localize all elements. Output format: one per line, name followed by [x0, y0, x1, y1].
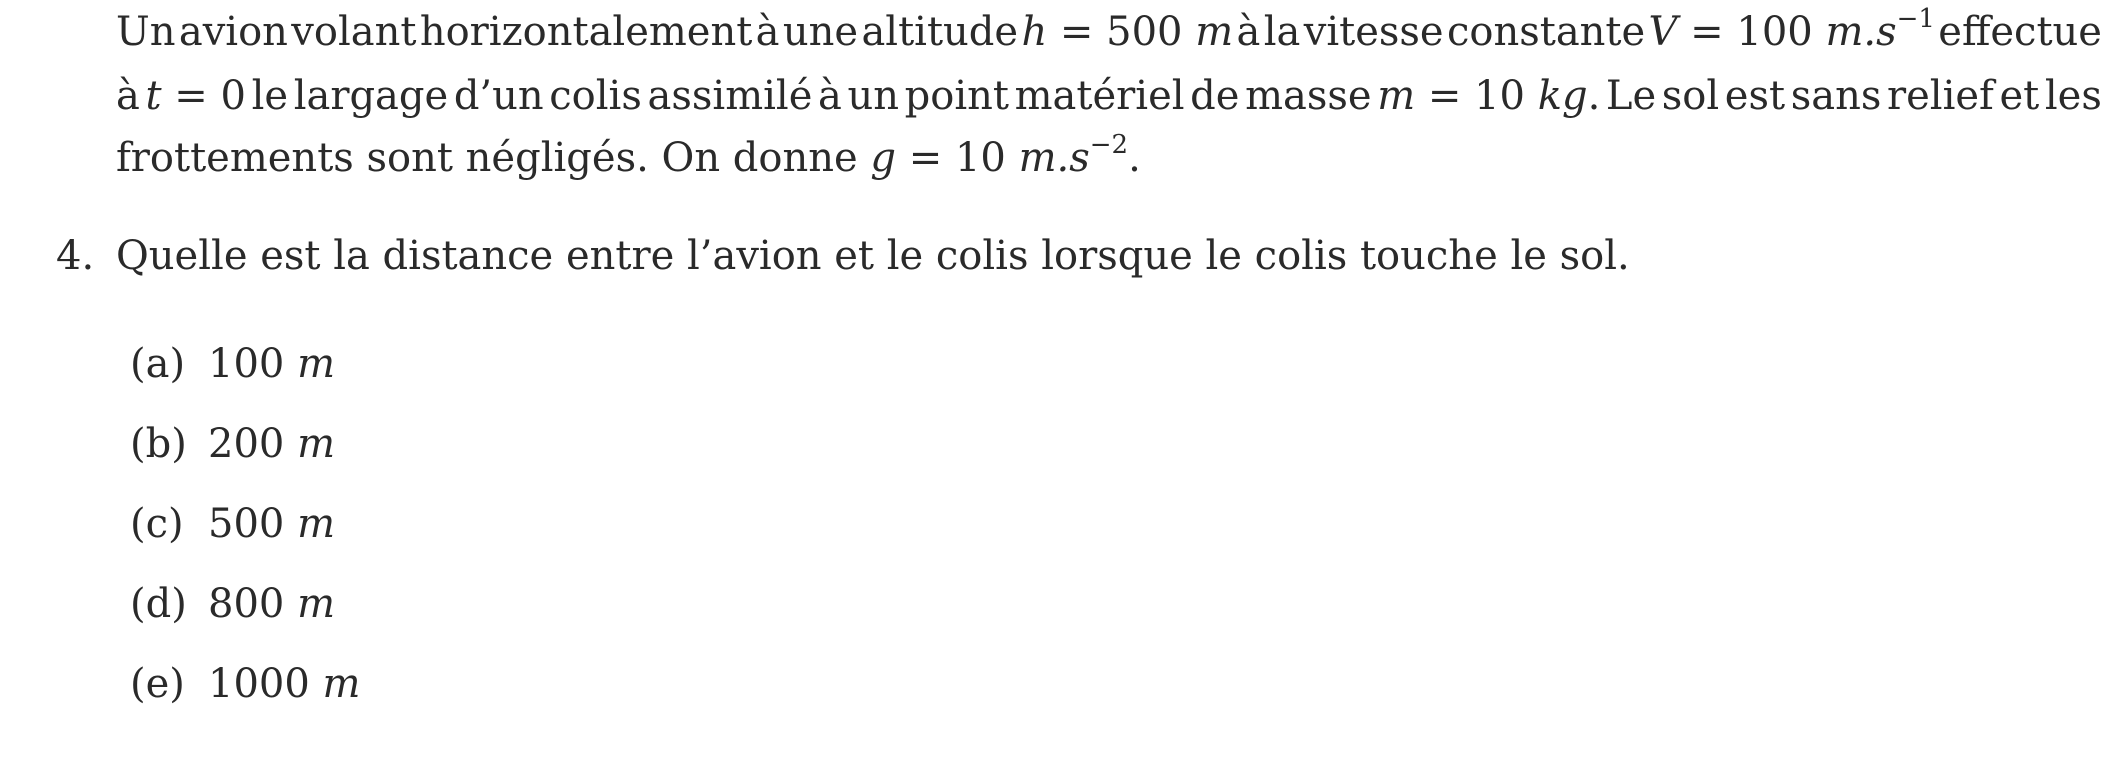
intro-word: une — [782, 9, 859, 55]
intro-word: relief — [1887, 73, 1994, 119]
mass-expression — [1377, 72, 1600, 120]
mass-unit: kg — [1537, 73, 1588, 119]
speed-expression — [1648, 3, 1935, 56]
intro-word: à — [1236, 9, 1261, 55]
option-label: (d) — [130, 581, 187, 627]
intro-word: point — [904, 73, 1009, 119]
m-variable: m — [1377, 73, 1416, 119]
intro-word: à — [818, 73, 842, 119]
intro-word: effectue — [1938, 9, 2102, 55]
altitude-expression — [1021, 8, 1233, 56]
option-label: (e) — [130, 661, 185, 707]
gravity-unit: m.s — [1018, 135, 1090, 181]
intro-line-3 — [116, 129, 1141, 182]
speed-value: = 100 — [1690, 9, 1813, 55]
answer-option-e[interactable] — [130, 660, 360, 708]
option-value: 100 — [208, 341, 285, 387]
option-value: 200 — [208, 421, 285, 467]
intro-word: sans — [1790, 73, 1882, 119]
time-expression — [145, 72, 245, 120]
intro-word: constante — [1446, 9, 1646, 55]
intro-line-1 — [116, 3, 2102, 56]
option-value: 800 — [208, 581, 285, 627]
answer-option-c[interactable] — [130, 500, 335, 548]
intro-word: altitude — [861, 9, 1019, 55]
altitude-value: = 500 — [1059, 9, 1183, 55]
intro-word: le — [251, 73, 289, 119]
h-variable: h — [1021, 9, 1048, 55]
mass-value: = 10 — [1427, 73, 1525, 119]
period: . — [1128, 135, 1141, 181]
intro-word: matériel — [1014, 73, 1185, 119]
answer-option-a[interactable] — [130, 340, 335, 388]
intro-word: est — [1724, 73, 1786, 119]
intro-word: sol — [1661, 73, 1720, 119]
option-unit: m — [322, 661, 361, 707]
intro-word: Le — [1605, 73, 1657, 119]
option-value: 500 — [208, 501, 285, 547]
option-unit: m — [297, 581, 336, 627]
option-unit: m — [297, 501, 336, 547]
intro-word: largage — [293, 73, 449, 119]
time-value: = 0 — [174, 73, 246, 119]
intro-word: les — [2044, 73, 2102, 119]
intro-word: la — [1263, 9, 1301, 55]
intro-word: volant — [291, 9, 417, 55]
answer-option-d[interactable] — [130, 580, 335, 628]
intro-word: d’un — [453, 73, 544, 119]
option-label: (b) — [130, 421, 187, 467]
intro-word: assimilé — [647, 73, 813, 119]
answer-option-b[interactable] — [130, 420, 335, 468]
intro-word: vitesse — [1303, 9, 1444, 55]
speed-unit: m.s — [1825, 9, 1897, 55]
intro-word: horizontalement — [419, 9, 753, 55]
question-text: Quelle est la distance entre l’avion et le colis lorsque le colis touche le sol. — [116, 233, 1630, 279]
option-unit: m — [297, 421, 336, 467]
intro-word: Un — [116, 9, 176, 55]
question-number: 4. — [56, 233, 95, 279]
option-unit: m — [297, 341, 336, 387]
t-variable: t — [145, 73, 162, 119]
option-value: 1000 — [208, 661, 310, 707]
option-label: (c) — [130, 501, 184, 547]
intro-word: de — [1190, 73, 1240, 119]
intro-text: frottements sont négligés. On donne — [116, 135, 871, 181]
meter-unit: m — [1195, 9, 1234, 55]
speed-unit-exponent: −1 — [1896, 3, 1935, 34]
intro-word: un — [847, 73, 900, 119]
period: . — [1587, 73, 1601, 119]
v-variable: V — [1648, 9, 1678, 55]
option-label: (a) — [130, 341, 186, 387]
intro-word: avion — [178, 9, 288, 55]
intro-word: à — [755, 9, 780, 55]
intro-word: colis — [549, 73, 642, 119]
g-variable: g — [870, 135, 897, 181]
gravity-unit-exponent: −2 — [1089, 129, 1129, 160]
intro-word: et — [1999, 73, 2040, 119]
intro-line-2 — [116, 72, 2102, 120]
intro-word: à — [116, 73, 140, 119]
intro-word: masse — [1245, 73, 1372, 119]
gravity-value: = 10 — [896, 135, 1019, 181]
